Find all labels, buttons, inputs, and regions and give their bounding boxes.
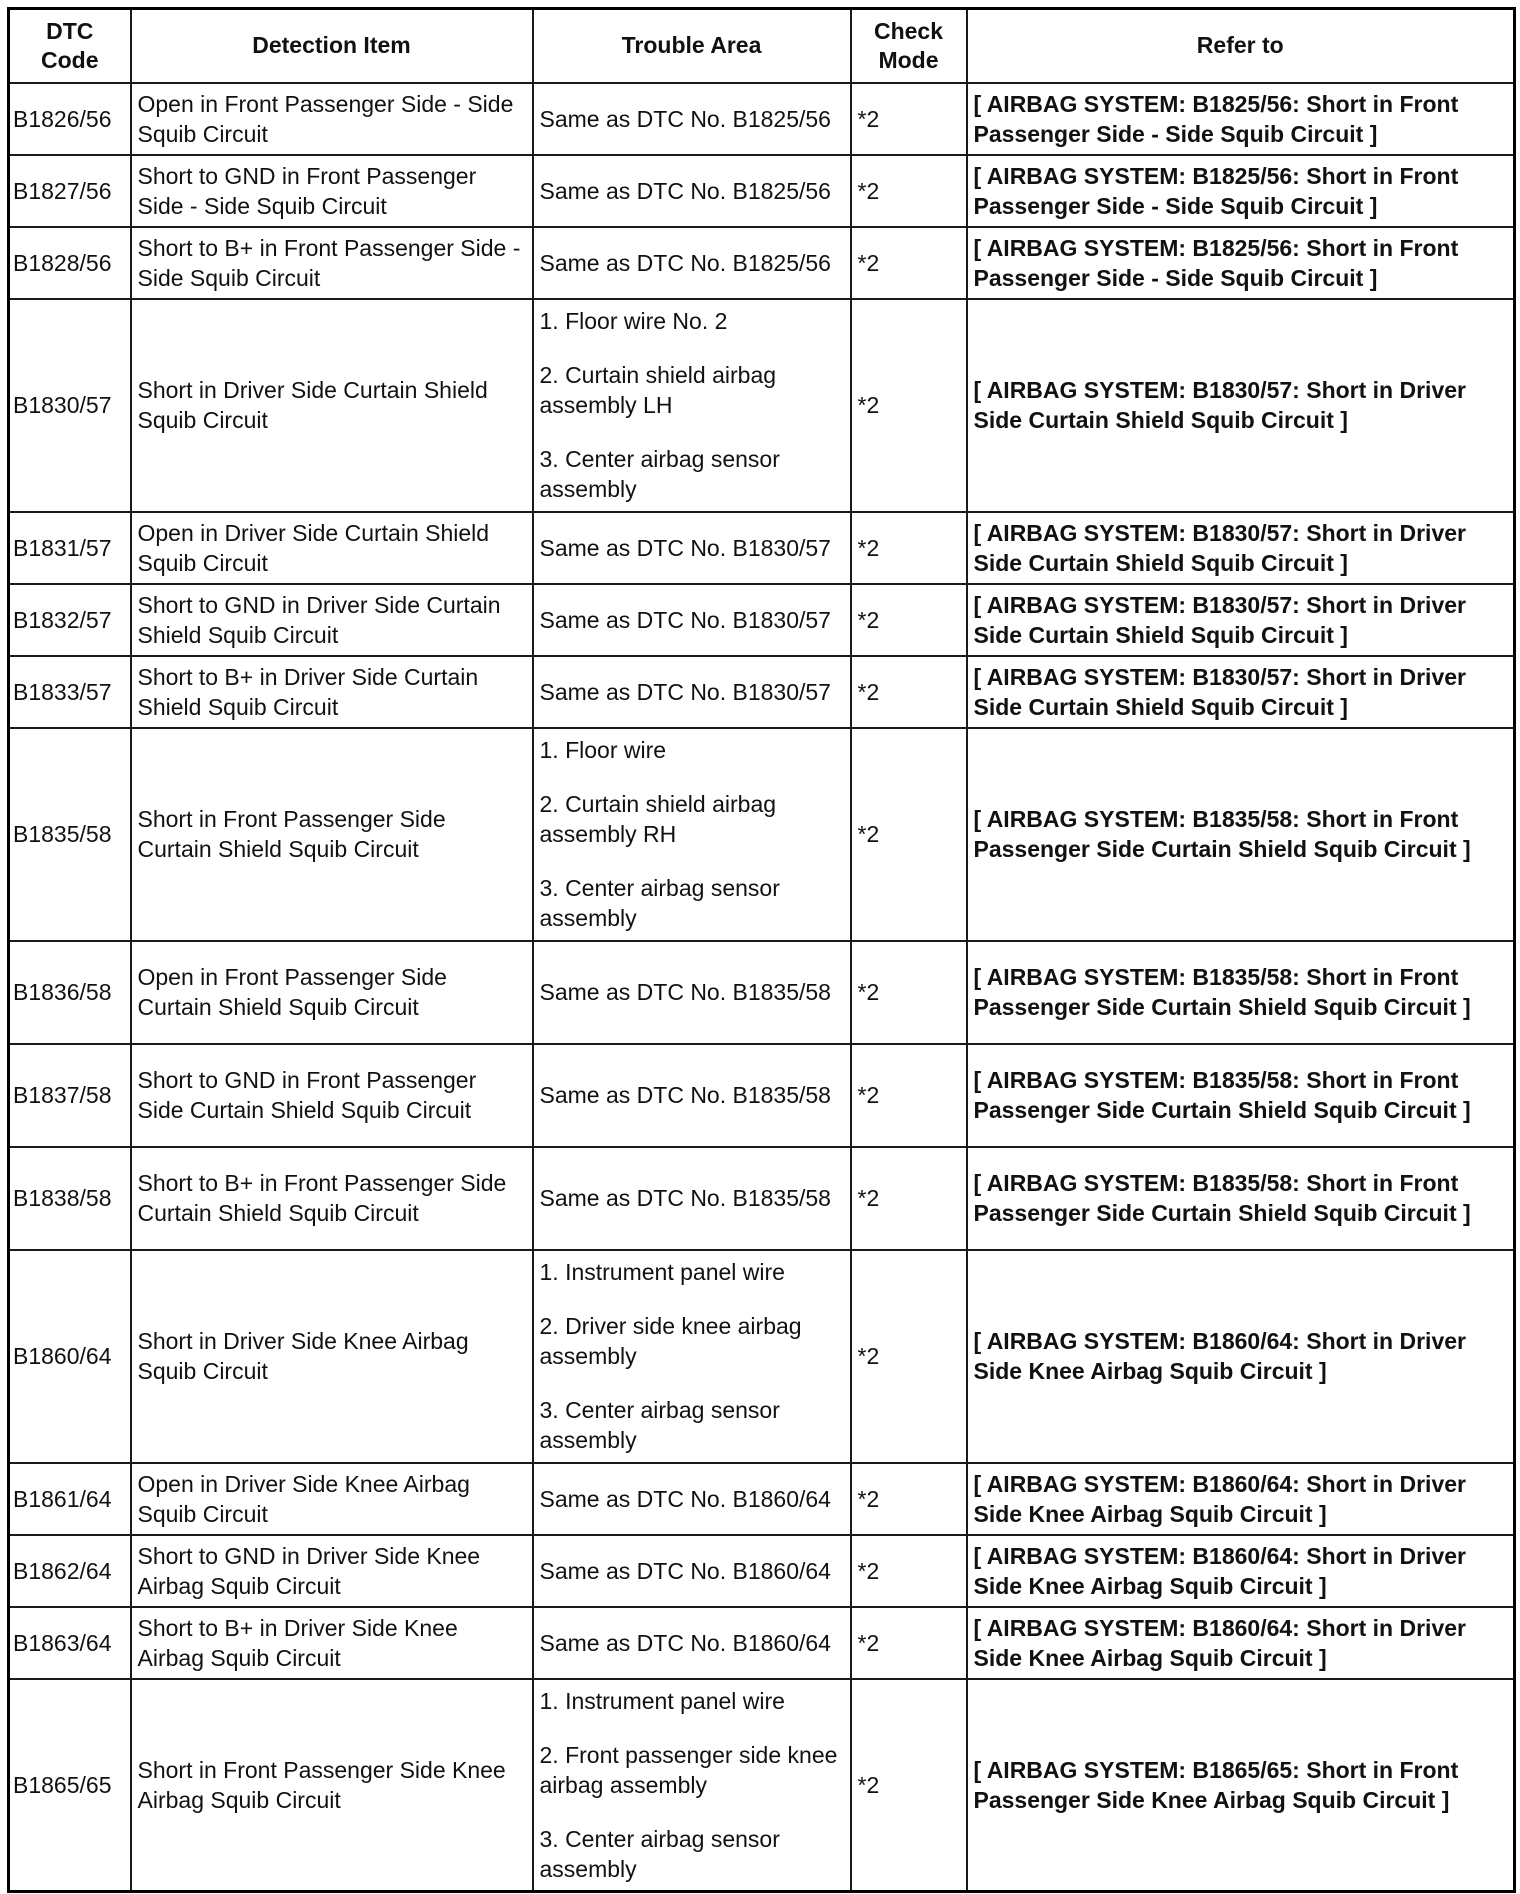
dtc-code-cell: B1836/58 xyxy=(9,941,131,1044)
refer-to-link[interactable]: [ AIRBAG SYSTEM: B1835/58: Short in Front Passenger Side Curtain Shield Squib Circuit ] xyxy=(967,941,1515,1044)
check-mode-cell: *2 xyxy=(851,941,967,1044)
detection-item-cell: Short in Front Passenger Side Curtain Shield Squib Circuit xyxy=(131,728,533,941)
trouble-area-item: 1. Instrument panel wire xyxy=(539,1687,785,1714)
refer-to-link[interactable]: [ AIRBAG SYSTEM: B1825/56: Short in Front Passenger Side - Side Squib Circuit ] xyxy=(967,227,1515,299)
detection-item-cell: Short to GND in Driver Side Knee Airbag Squib Circuit xyxy=(131,1535,533,1607)
trouble-area-cell: Same as DTC No. B1860/64 xyxy=(533,1607,851,1679)
header-refer-to: Refer to xyxy=(967,9,1515,83)
dtc-code-cell: B1831/57 xyxy=(9,512,131,584)
check-mode-cell: *2 xyxy=(851,584,967,656)
dtc-code-cell: B1860/64 xyxy=(9,1250,131,1463)
refer-to-link[interactable]: [ AIRBAG SYSTEM: B1860/64: Short in Driver Side Knee Airbag Squib Circuit ] xyxy=(967,1535,1515,1607)
table-row xyxy=(9,83,1515,155)
dtc-table xyxy=(7,7,1516,1893)
trouble-area-cell xyxy=(533,1250,851,1463)
table-row xyxy=(9,155,1515,227)
dtc-code-cell: B1838/58 xyxy=(9,1147,131,1250)
trouble-area-cell xyxy=(533,1679,851,1892)
table-row xyxy=(9,1147,1515,1250)
refer-to-link[interactable]: [ AIRBAG SYSTEM: B1860/64: Short in Driver Side Knee Airbag Squib Circuit ] xyxy=(967,1463,1515,1535)
header-check-mode-line1: Check xyxy=(873,17,944,44)
trouble-area-item: 3. Center airbag sensor assembly xyxy=(539,875,780,931)
trouble-area-cell: Same as DTC No. B1860/64 xyxy=(533,1463,851,1535)
check-mode-cell: *2 xyxy=(851,1147,967,1250)
table-row xyxy=(9,656,1515,728)
table-row xyxy=(9,941,1515,1044)
trouble-area-item: 3. Center airbag sensor assembly xyxy=(539,1397,780,1453)
trouble-area-cell xyxy=(533,728,851,941)
table-row xyxy=(9,1607,1515,1679)
detection-item-cell: Short to B+ in Front Passenger Side - Side Squib Circuit xyxy=(131,227,533,299)
dtc-code-cell: B1861/64 xyxy=(9,1463,131,1535)
trouble-area-cell: Same as DTC No. B1830/57 xyxy=(533,656,851,728)
refer-to-link[interactable]: [ AIRBAG SYSTEM: B1825/56: Short in Front Passenger Side - Side Squib Circuit ] xyxy=(967,155,1515,227)
dtc-code-cell: B1863/64 xyxy=(9,1607,131,1679)
table-body xyxy=(9,83,1515,1892)
detection-item-cell: Short in Front Passenger Side Knee Airbag Squib Circuit xyxy=(131,1679,533,1892)
check-mode-cell: *2 xyxy=(851,1679,967,1892)
check-mode-cell: *2 xyxy=(851,1463,967,1535)
trouble-area-cell: Same as DTC No. B1835/58 xyxy=(533,941,851,1044)
trouble-area-item: 1. Floor wire No. 2 xyxy=(539,308,728,334)
detection-item-cell: Short to GND in Front Passenger Side - Side Squib Circuit xyxy=(131,155,533,227)
trouble-area-item: 2. Curtain shield airbag assembly RH xyxy=(539,791,777,847)
trouble-area-cell: Same as DTC No. B1835/58 xyxy=(533,1147,851,1250)
table-row xyxy=(9,227,1515,299)
detection-item-cell: Short to GND in Front Passenger Side Curtain Shield Squib Circuit xyxy=(131,1044,533,1147)
refer-to-link[interactable]: [ AIRBAG SYSTEM: B1830/57: Short in Driver Side Curtain Shield Squib Circuit ] xyxy=(967,299,1515,512)
trouble-area-item: 2. Curtain shield airbag assembly LH xyxy=(539,362,777,418)
refer-to-link[interactable]: [ AIRBAG SYSTEM: B1835/58: Short in Front Passenger Side Curtain Shield Squib Circuit ] xyxy=(967,728,1515,941)
dtc-code-cell: B1835/58 xyxy=(9,728,131,941)
detection-item-cell: Short in Driver Side Knee Airbag Squib Circuit xyxy=(131,1250,533,1463)
detection-item-cell: Open in Driver Side Knee Airbag Squib Circuit xyxy=(131,1463,533,1535)
trouble-area-item: 2. Driver side knee airbag assembly xyxy=(539,1313,802,1369)
check-mode-cell: *2 xyxy=(851,1044,967,1147)
dtc-code-cell: B1837/58 xyxy=(9,1044,131,1147)
header-detection-item: Detection Item xyxy=(131,9,533,83)
refer-to-link[interactable]: [ AIRBAG SYSTEM: B1835/58: Short in Front Passenger Side Curtain Shield Squib Circuit ] xyxy=(967,1147,1515,1250)
refer-to-link[interactable]: [ AIRBAG SYSTEM: B1860/64: Short in Driver Side Knee Airbag Squib Circuit ] xyxy=(967,1250,1515,1463)
trouble-area-cell: Same as DTC No. B1830/57 xyxy=(533,512,851,584)
refer-to-link[interactable]: [ AIRBAG SYSTEM: B1860/64: Short in Driver Side Knee Airbag Squib Circuit ] xyxy=(967,1607,1515,1679)
refer-to-link[interactable]: [ AIRBAG SYSTEM: B1830/57: Short in Driver Side Curtain Shield Squib Circuit ] xyxy=(967,656,1515,728)
table-row xyxy=(9,1535,1515,1607)
detection-item-cell: Open in Front Passenger Side - Side Squib Circuit xyxy=(131,83,533,155)
table-row xyxy=(9,299,1515,512)
header-trouble-area: Trouble Area xyxy=(533,9,851,83)
trouble-area-cell: Same as DTC No. B1835/58 xyxy=(533,1044,851,1147)
table-row xyxy=(9,1250,1515,1463)
header-dtc-code xyxy=(9,9,131,83)
trouble-area-item: 3. Center airbag sensor assembly xyxy=(539,1825,780,1882)
trouble-area-cell: Same as DTC No. B1860/64 xyxy=(533,1535,851,1607)
dtc-code-cell: B1826/56 xyxy=(9,83,131,155)
trouble-area-cell: Same as DTC No. B1830/57 xyxy=(533,584,851,656)
check-mode-cell: *2 xyxy=(851,155,967,227)
trouble-area-cell: Same as DTC No. B1825/56 xyxy=(533,83,851,155)
trouble-area-cell xyxy=(533,299,851,512)
refer-to-link[interactable]: [ AIRBAG SYSTEM: B1825/56: Short in Front Passenger Side - Side Squib Circuit ] xyxy=(967,83,1515,155)
trouble-area-item: 2. Front passenger side knee airbag assembly xyxy=(539,1741,838,1798)
check-mode-cell: *2 xyxy=(851,1535,967,1607)
trouble-area-item: 1. Instrument panel wire xyxy=(539,1259,785,1285)
detection-item-cell: Short to GND in Driver Side Curtain Shield Squib Circuit xyxy=(131,584,533,656)
detection-item-cell: Short in Driver Side Curtain Shield Squib Circuit xyxy=(131,299,533,512)
trouble-area-cell: Same as DTC No. B1825/56 xyxy=(533,227,851,299)
trouble-area-list xyxy=(540,735,844,933)
check-mode-cell: *2 xyxy=(851,728,967,941)
table-row xyxy=(9,728,1515,941)
refer-to-link[interactable]: [ AIRBAG SYSTEM: B1830/57: Short in Driver Side Curtain Shield Squib Circuit ] xyxy=(967,584,1515,656)
check-mode-cell: *2 xyxy=(851,512,967,584)
dtc-table-container xyxy=(7,7,1516,1893)
header-dtc-code-line2: Code xyxy=(41,46,99,73)
check-mode-cell: *2 xyxy=(851,1607,967,1679)
dtc-code-cell: B1828/56 xyxy=(9,227,131,299)
trouble-area-cell: Same as DTC No. B1825/56 xyxy=(533,155,851,227)
trouble-area-list xyxy=(540,306,844,504)
dtc-code-cell: B1833/57 xyxy=(9,656,131,728)
detection-item-cell: Open in Driver Side Curtain Shield Squib Circuit xyxy=(131,512,533,584)
table-header xyxy=(9,9,1515,83)
refer-to-link[interactable]: [ AIRBAG SYSTEM: B1865/65: Short in Front Passenger Side Knee Airbag Squib Circuit ] xyxy=(967,1679,1515,1892)
check-mode-cell: *2 xyxy=(851,656,967,728)
trouble-area-list xyxy=(540,1686,844,1884)
trouble-area-item: 3. Center airbag sensor assembly xyxy=(539,446,780,502)
check-mode-cell: *2 xyxy=(851,227,967,299)
check-mode-cell: *2 xyxy=(851,299,967,512)
trouble-area-item: 1. Floor wire xyxy=(539,737,667,763)
refer-to-link[interactable]: [ AIRBAG SYSTEM: B1830/57: Short in Driver Side Curtain Shield Squib Circuit ] xyxy=(967,512,1515,584)
dtc-code-cell: B1830/57 xyxy=(9,299,131,512)
header-check-mode-line2: Mode xyxy=(878,46,939,73)
dtc-code-cell: B1832/57 xyxy=(9,584,131,656)
dtc-code-cell: B1862/64 xyxy=(9,1535,131,1607)
detection-item-cell: Short to B+ in Driver Side Curtain Shield Squib Circuit xyxy=(131,656,533,728)
check-mode-cell: *2 xyxy=(851,83,967,155)
header-dtc-code-line1: DTC xyxy=(46,17,94,44)
table-row xyxy=(9,1679,1515,1892)
table-row xyxy=(9,584,1515,656)
dtc-code-cell: B1865/65 xyxy=(9,1679,131,1892)
detection-item-cell: Open in Front Passenger Side Curtain Shield Squib Circuit xyxy=(131,941,533,1044)
detection-item-cell: Short to B+ in Front Passenger Side Curtain Shield Squib Circuit xyxy=(131,1147,533,1250)
table-row xyxy=(9,1044,1515,1147)
header-check-mode xyxy=(851,9,967,83)
detection-item-cell: Short to B+ in Driver Side Knee Airbag Squib Circuit xyxy=(131,1607,533,1679)
trouble-area-list xyxy=(540,1257,844,1455)
dtc-code-cell: B1827/56 xyxy=(9,155,131,227)
table-row xyxy=(9,1463,1515,1535)
refer-to-link[interactable]: [ AIRBAG SYSTEM: B1835/58: Short in Front Passenger Side Curtain Shield Squib Circuit ] xyxy=(967,1044,1515,1147)
check-mode-cell: *2 xyxy=(851,1250,967,1463)
table-row xyxy=(9,512,1515,584)
